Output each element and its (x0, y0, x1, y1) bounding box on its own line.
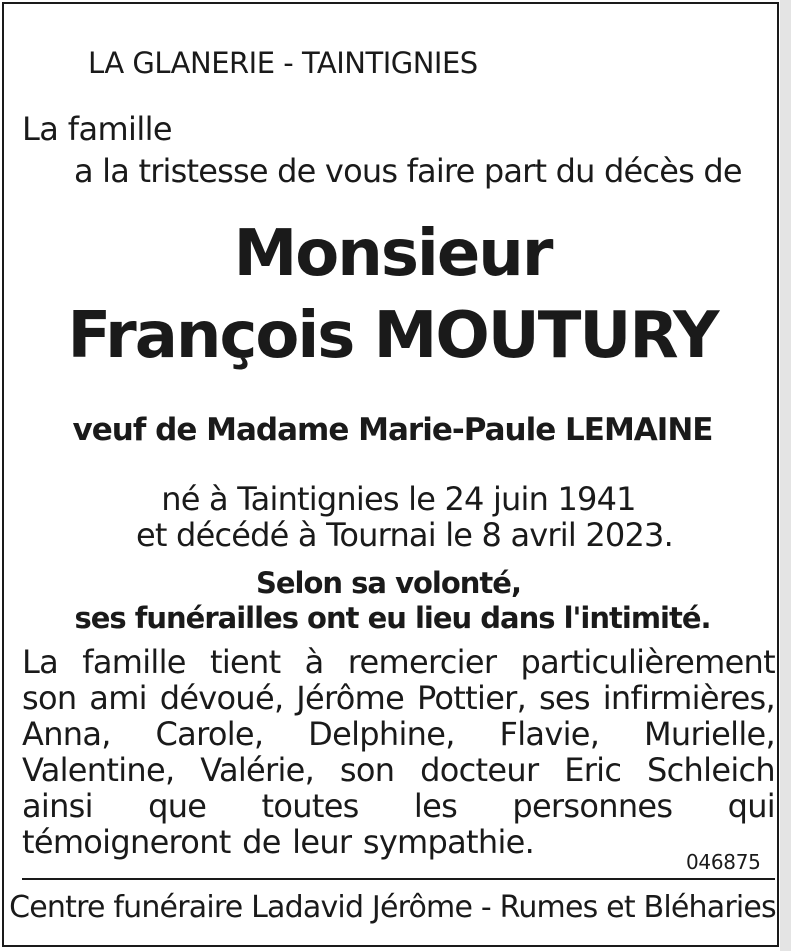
thanks-paragraph: La famille tient à remercier particulièrement son ami dévoué, Jérôme Pottier, ses infirmières, Anna, Carole, Delphine, Flavie, Murielle, Valentine, Valérie, son docteur Eric Schleich ainsi que toutes les personnes qui témoigneront de leur sympathie. (22, 643, 775, 861)
divider (22, 878, 775, 880)
death-line: et décédé à Tournai le 8 avril 2023. (136, 516, 673, 554)
deceased-honorific: Monsieur (233, 217, 552, 291)
spouse-line: veuf de Madame Marie-Paule LEMAINE (72, 412, 713, 448)
location-heading: LA GLANERIE - TAINTIGNIES (88, 46, 478, 80)
birth-line: né à Taintignies le 24 juin 1941 (161, 480, 636, 518)
obituary-notice (2, 2, 779, 947)
funeral-home: Centre funéraire Ladavid Jérôme - Rumes et Bléharies (9, 890, 776, 925)
wish-line-2: ses funérailles ont eu lieu dans l'intimité. (74, 601, 711, 635)
deceased-name: François MOUTURY (67, 299, 718, 373)
wish-line-1: Selon sa volonté, (256, 566, 521, 600)
reference-number: 046875 (686, 850, 761, 874)
intro-family: La famille (22, 110, 173, 148)
page-gutter (780, 0, 791, 951)
intro-announcement: a la tristesse de vous faire part du décès de (74, 152, 742, 190)
